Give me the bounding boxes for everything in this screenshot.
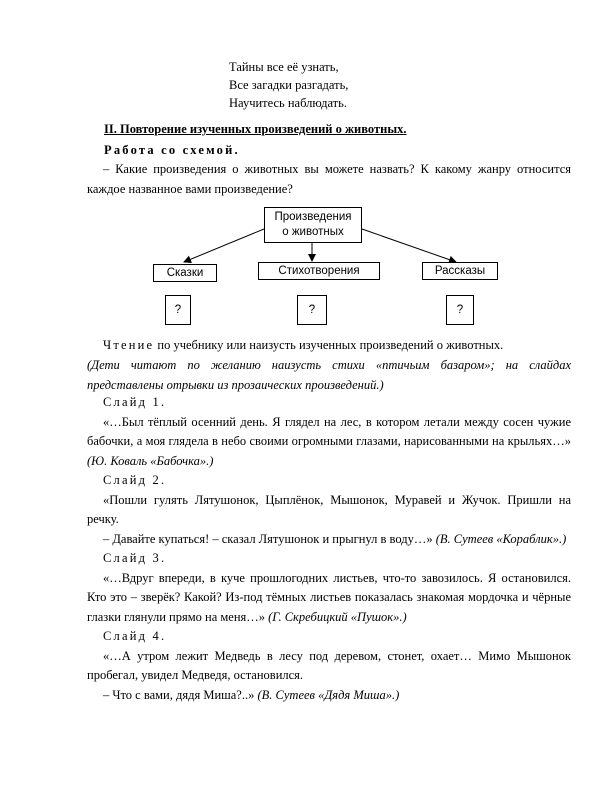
branch-box-stories [422,262,498,280]
slide-paragraph [87,686,571,706]
slide-paragraph [87,569,571,628]
root-label-line-2: о животных [282,226,344,238]
answer-placeholder-fairy-tales: ? [174,304,182,316]
answer-box-fairy-tales [165,295,191,325]
branch-box-poems [258,262,380,280]
slide-label: Слайд 4. [103,629,167,643]
branch-label-poems: Стихотворения [278,265,360,277]
root-label-line-1: Произведения [274,211,352,223]
reading-paragraph [87,336,571,356]
reading-lead: Чтение [103,338,155,352]
slide-paragraph [87,530,571,550]
answer-placeholder-stories: ? [456,304,464,316]
section-title: II. Повторение изученных произведений о животных. [104,122,407,136]
slide-paragraph [87,647,571,686]
poem-line-2: Все загадки разгадать, [229,78,349,92]
slide-quote-text: – Давайте купаться! – сказал Лятушонок и прыгнул в воду…» [103,531,433,546]
slide-citation: (В. Сутеев «Кораблик».) [432,531,567,546]
slides-section [87,393,571,705]
arrow-to-fairy-tales [184,229,264,262]
slide-citation: (Ю. Коваль «Бабочка».) [87,453,214,468]
question-text: – Какие произведения о животных вы можете назвать? К какому жанру относится каждое названное вами произведение? [87,162,571,196]
answer-box-stories [446,295,474,325]
diagram-root-box [264,207,362,243]
slide-citation: (Г. Скребицкий «Пушок».) [265,609,407,624]
slide-quote-text: «…Вдруг впереди, в куче прошлогодних листьев, что-то завозилось. Я остановился. Кто это – зверёк? Какой? Из-под тёмных листьев показалась знакомая мордочка и чёрные глазки глянули прямо на меня…» [87,570,571,624]
slide-label: Слайд 3. [103,551,167,565]
answer-box-poems [297,295,327,325]
branch-box-fairy-tales [153,264,217,282]
slide-label: Слайд 1. [103,395,167,409]
branch-label-fairy-tales: Сказки [166,267,204,279]
slide-citation: (В. Сутеев «Дядя Миша».) [254,687,400,702]
reading-note: (Дети читают по желанию наизусть стихи «птичьим базаром»; на слайдах представлены отрывки из прозаических произведений.) [87,358,571,392]
slide-quote-text: – Что с вами, дядя Миша?..» [103,687,255,702]
answer-placeholder-poems: ? [308,304,316,316]
slide-paragraph [87,413,571,472]
arrow-to-stories [362,229,456,262]
branch-label-stories: Рассказы [434,265,486,277]
reading-rest: по учебнику или наизусть изученных произведений о животных. [154,338,504,352]
poem-line-3: Научитесь наблюдать. [229,96,347,110]
slide-paragraph [87,491,571,530]
slide-quote-text: «…Был тёплый осенний день. Я глядел на лес, в котором летали между сосен чужие бабочки, а моя глядела в небо своими огромными глазами, нарисованными на крыльях…» [87,414,571,448]
slide-quote-text: «Пошли гулять Лятушонок, Цыплёнок, Мышонок, Муравей и Жучок. Пришли на речку. [87,492,571,526]
slide-label: Слайд 2. [103,473,167,487]
scheme-heading: Работа со схемой. [104,143,240,157]
poem-line-1: Тайны все её узнать, [229,60,339,74]
slide-quote-text: «…А утром лежит Медведь в лесу под деревом, стонет, охает… Мимо Мышонок пробегал, увидел Медведя, остановился. [87,648,571,682]
